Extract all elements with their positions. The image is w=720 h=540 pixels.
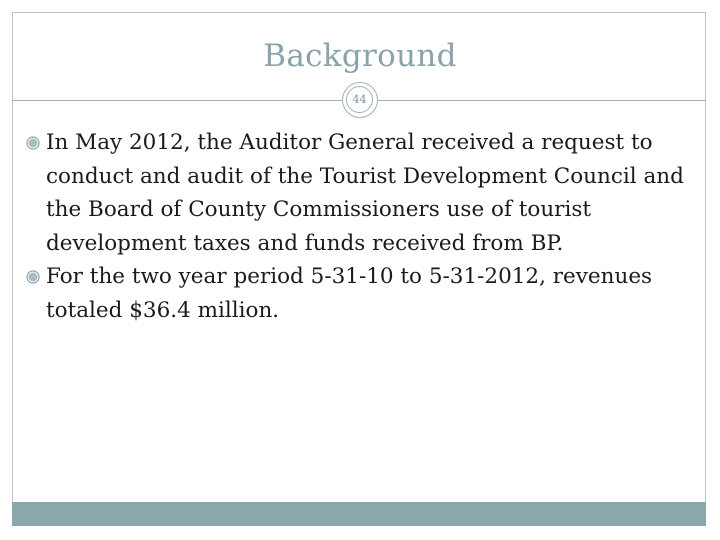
bullet-list	[26, 126, 706, 327]
page-number-badge	[342, 82, 378, 118]
bullet-text: In May 2012, the Auditor General received a request to conduct and audit of the Tourist Development Council and the Board of County Commissioners use of tourist development taxes and funds received from BP.	[46, 130, 684, 256]
bullet-icon	[26, 126, 40, 159]
slide-title: Background	[263, 38, 457, 74]
bullet-text: For the two year period 5-31-10 to 5-31-2012, revenues totaled $36.4 million.	[46, 264, 653, 323]
footer-bar	[12, 502, 706, 526]
bullet-item	[26, 260, 706, 327]
bullet-icon	[26, 260, 40, 293]
bullet-item	[26, 126, 706, 260]
page-number: 44	[346, 86, 373, 113]
